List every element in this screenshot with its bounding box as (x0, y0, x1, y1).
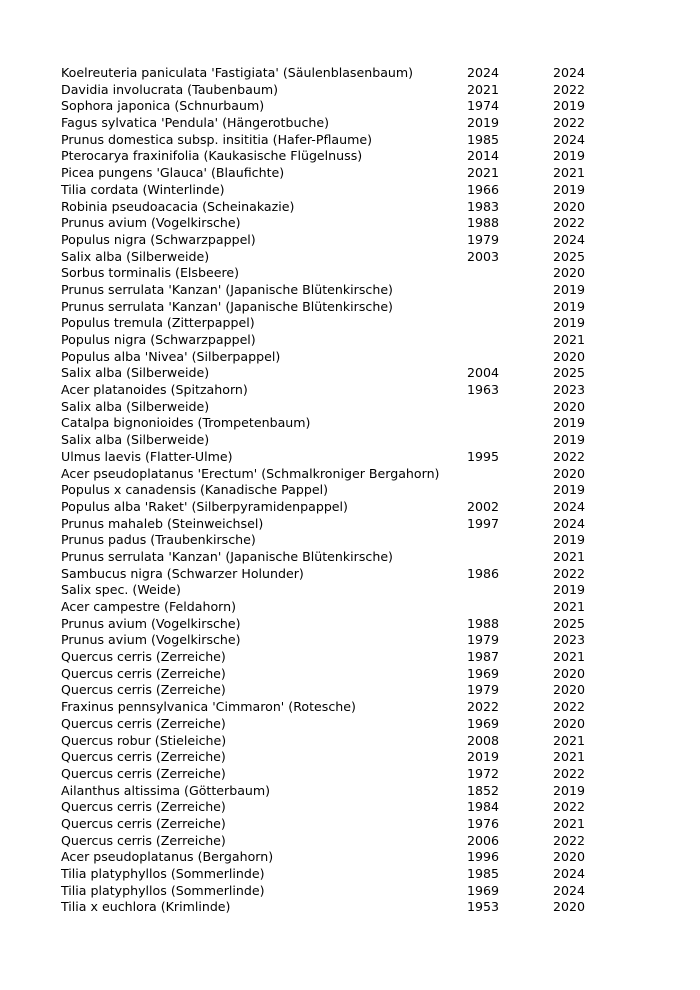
tree-table (61, 65, 601, 916)
year-planted: 1988 (467, 215, 500, 231)
table-row (61, 816, 601, 833)
year-planted: 1996 (467, 849, 500, 865)
table-row (61, 349, 601, 366)
table-row (61, 132, 601, 149)
tree-name: Fagus sylvatica 'Pendula' (Hängerotbuche) (61, 115, 330, 131)
year-recorded: 2021 (553, 599, 586, 614)
year-recorded: 2024 (553, 65, 586, 80)
year-recorded: 2021 (553, 815, 586, 831)
table-row (61, 616, 601, 633)
tree-name: Robinia pseudoacacia (Scheinakazie) (61, 198, 295, 214)
year-recorded: 2020 (553, 265, 586, 281)
year-recorded: 2019 (553, 482, 586, 498)
table-row (61, 699, 601, 716)
year-recorded: 2019 (553, 415, 586, 431)
table-row (61, 249, 601, 266)
tree-name: Tilia platyphyllos (Sommerlinde) (61, 882, 265, 898)
year-planted: 1985 (467, 131, 500, 147)
table-row (61, 282, 601, 299)
year-planted: 1997 (467, 515, 500, 531)
tree-name: Populus x canadensis (Kanadische Pappel) (61, 482, 328, 498)
table-row (61, 432, 601, 449)
year-planted: 1976 (467, 815, 500, 831)
tree-name: Quercus cerris (Zerreiche) (61, 799, 226, 815)
year-recorded: 2024 (553, 131, 586, 147)
year-recorded: 2021 (553, 548, 586, 564)
table-row (61, 783, 601, 800)
tree-name: Acer pseudoplatanus (Bergahorn) (61, 849, 274, 865)
year-planted: 1983 (467, 198, 500, 214)
year-planted: 1969 (467, 882, 500, 898)
year-recorded: 2019 (553, 782, 586, 798)
year-planted: 1966 (467, 181, 500, 197)
year-recorded: 2022 (553, 765, 586, 781)
year-recorded: 2020 (553, 715, 586, 731)
year-recorded: 2020 (553, 665, 586, 681)
year-planted: 1963 (467, 382, 500, 398)
tree-name: Salix alba (Silberweide) (61, 365, 210, 381)
tree-name: Ailanthus altissima (Götterbaum) (61, 782, 271, 798)
tree-name: Populus nigra (Schwarzpappel) (61, 231, 256, 247)
tree-name: Salix alba (Silberweide) (61, 248, 210, 264)
year-recorded: 2025 (553, 615, 586, 631)
year-recorded: 2022 (553, 699, 586, 715)
tree-name: Populus alba 'Nivea' (Silberpappel) (61, 348, 281, 364)
tree-name: Fraxinus pennsylvanica 'Cimmaron' (Rotesche) (61, 699, 356, 715)
year-recorded: 2021 (553, 732, 586, 748)
tree-name: Acer platanoides (Spitzahorn) (61, 382, 248, 398)
table-row (61, 82, 601, 99)
tree-name: Populus tremula (Zitterpappel) (61, 315, 255, 331)
year-recorded: 2021 (553, 332, 586, 347)
year-planted: 2019 (467, 115, 500, 131)
tree-name: Prunus domestica subsp. insititia (Hafer-Pflaume) (61, 131, 373, 147)
table-row (61, 499, 601, 516)
year-recorded: 2019 (553, 315, 586, 331)
table-row (61, 299, 601, 316)
tree-name: Quercus cerris (Zerreiche) (61, 815, 226, 831)
year-recorded: 2021 (553, 749, 586, 765)
tree-name: Quercus cerris (Zerreiche) (61, 765, 226, 781)
year-planted: 1972 (467, 765, 500, 781)
table-row (61, 666, 601, 683)
year-recorded: 2020 (553, 198, 586, 214)
tree-name: Prunus avium (Vogelkirsche) (61, 215, 241, 231)
year-recorded: 2025 (553, 365, 586, 381)
table-row (61, 632, 601, 649)
tree-name: Prunus avium (Vogelkirsche) (61, 615, 241, 631)
table-row (61, 883, 601, 900)
year-planted: 1987 (467, 649, 500, 665)
tree-name: Acer pseudoplatanus 'Erectum' (Schmalkroniger Bergahorn) (61, 465, 440, 481)
table-row (61, 866, 601, 883)
tree-name: Quercus robur (Stieleiche) (61, 732, 227, 748)
table-row (61, 315, 601, 332)
table-row (61, 649, 601, 666)
year-planted: 1979 (467, 231, 500, 247)
tree-name: Prunus avium (Vogelkirsche) (61, 632, 241, 648)
year-planted: 1974 (467, 98, 500, 114)
table-row (61, 899, 601, 916)
table-row (61, 849, 601, 866)
tree-name: Salix alba (Silberweide) (61, 432, 210, 448)
year-recorded: 2024 (553, 498, 586, 514)
year-recorded: 2020 (553, 682, 586, 698)
year-recorded: 2020 (553, 465, 586, 481)
tree-name: Prunus mahaleb (Steinweichsel) (61, 515, 264, 531)
year-planted: 2021 (467, 165, 500, 181)
table-row (61, 115, 601, 132)
tree-name: Acer campestre (Feldahorn) (61, 599, 237, 614)
year-planted: 2019 (467, 749, 500, 765)
year-planted: 2003 (467, 248, 500, 264)
year-recorded: 2023 (553, 382, 586, 398)
year-recorded: 2025 (553, 248, 586, 264)
year-planted: 2021 (467, 81, 500, 97)
year-planted: 2014 (467, 148, 500, 164)
year-recorded: 2019 (553, 148, 586, 164)
year-recorded: 2020 (553, 899, 586, 915)
year-planted: 2004 (467, 365, 500, 381)
year-recorded: 2019 (553, 432, 586, 448)
year-recorded: 2022 (553, 115, 586, 131)
table-row (61, 265, 601, 282)
tree-name: Prunus serrulata 'Kanzan' (Japanische Blütenkirsche) (61, 298, 393, 314)
tree-name: Sambucus nigra (Schwarzer Holunder) (61, 565, 304, 581)
tree-name: Quercus cerris (Zerreiche) (61, 832, 226, 848)
year-planted: 1986 (467, 565, 500, 581)
year-recorded: 2019 (553, 582, 586, 598)
table-row (61, 399, 601, 416)
year-recorded: 2024 (553, 882, 586, 898)
year-recorded: 2019 (553, 181, 586, 197)
table-row (61, 232, 601, 249)
year-recorded: 2020 (553, 849, 586, 865)
year-recorded: 2023 (553, 632, 586, 648)
table-row (61, 749, 601, 766)
year-recorded: 2019 (553, 298, 586, 314)
year-recorded: 2021 (553, 165, 586, 181)
table-row (61, 516, 601, 533)
year-planted: 1979 (467, 632, 500, 648)
year-recorded: 2019 (553, 281, 586, 297)
tree-name: Quercus cerris (Zerreiche) (61, 649, 226, 665)
tree-name: Prunus serrulata 'Kanzan' (Japanische Blütenkirsche) (61, 281, 393, 297)
year-recorded: 2022 (553, 448, 586, 464)
year-recorded: 2024 (553, 515, 586, 531)
table-row (61, 733, 601, 750)
tree-name: Ulmus laevis (Flatter-Ulme) (61, 448, 233, 464)
table-row (61, 466, 601, 483)
table-row (61, 566, 601, 583)
tree-name: Sorbus torminalis (Elsbeere) (61, 265, 240, 281)
table-row (61, 415, 601, 432)
table-row (61, 716, 601, 733)
year-planted: 2006 (467, 832, 500, 848)
year-recorded: 2021 (553, 649, 586, 665)
table-row (61, 182, 601, 199)
tree-name: Salix spec. (Weide) (61, 582, 181, 598)
year-planted: 1852 (467, 782, 500, 798)
tree-name: Sophora japonica (Schnurbaum) (61, 98, 265, 114)
tree-name: Koelreuteria paniculata 'Fastigiata' (Säulenblasenbaum) (61, 65, 414, 80)
year-recorded: 2022 (553, 565, 586, 581)
table-row (61, 833, 601, 850)
year-recorded: 2019 (553, 98, 586, 114)
tree-name: Pterocarya fraxinifolia (Kaukasische Flügelnuss) (61, 148, 363, 164)
tree-name: Quercus cerris (Zerreiche) (61, 665, 226, 681)
year-planted: 2022 (467, 699, 500, 715)
year-recorded: 2022 (553, 81, 586, 97)
tree-name: Tilia platyphyllos (Sommerlinde) (61, 866, 265, 881)
year-planted: 2008 (467, 732, 500, 748)
table-row (61, 332, 601, 349)
year-planted: 1985 (467, 866, 500, 881)
year-planted: 1984 (467, 799, 500, 815)
tree-name: Prunus padus (Traubenkirsche) (61, 532, 256, 548)
year-recorded: 2022 (553, 215, 586, 231)
table-row (61, 682, 601, 699)
table-row (61, 199, 601, 216)
year-recorded: 2022 (553, 799, 586, 815)
year-planted: 1995 (467, 448, 500, 464)
table-row (61, 599, 601, 616)
year-planted: 2024 (467, 65, 500, 80)
year-recorded: 2020 (553, 398, 586, 414)
year-planted: 2002 (467, 498, 500, 514)
year-recorded: 2019 (553, 532, 586, 548)
tree-name: Tilia x euchlora (Krimlinde) (61, 899, 231, 915)
tree-name: Populus nigra (Schwarzpappel) (61, 332, 256, 347)
table-row (61, 532, 601, 549)
year-recorded: 2020 (553, 348, 586, 364)
table-row (61, 98, 601, 115)
year-recorded: 2024 (553, 231, 586, 247)
table-row (61, 766, 601, 783)
tree-name: Prunus serrulata 'Kanzan' (Japanische Blütenkirsche) (61, 548, 393, 564)
table-row (61, 165, 601, 182)
table-row (61, 365, 601, 382)
tree-name: Catalpa bignonioides (Trompetenbaum) (61, 415, 311, 431)
table-row (61, 482, 601, 499)
year-planted: 1988 (467, 615, 500, 631)
year-planted: 1953 (467, 899, 500, 915)
table-row (61, 65, 601, 82)
tree-name: Quercus cerris (Zerreiche) (61, 682, 226, 698)
table-row (61, 449, 601, 466)
year-planted: 1979 (467, 682, 500, 698)
tree-name: Davidia involucrata (Taubenbaum) (61, 81, 278, 97)
table-row (61, 382, 601, 399)
tree-name: Quercus cerris (Zerreiche) (61, 715, 226, 731)
tree-name: Salix alba (Silberweide) (61, 398, 210, 414)
year-recorded: 2022 (553, 832, 586, 848)
tree-name: Quercus cerris (Zerreiche) (61, 749, 226, 765)
year-recorded: 2024 (553, 866, 586, 881)
tree-name: Populus alba 'Raket' (Silberpyramidenpappel) (61, 498, 348, 514)
table-row (61, 148, 601, 165)
tree-name: Picea pungens 'Glauca' (Blaufichte) (61, 165, 285, 181)
table-row (61, 549, 601, 566)
table-row (61, 582, 601, 599)
table-row (61, 799, 601, 816)
year-planted: 1969 (467, 715, 500, 731)
tree-name: Tilia cordata (Winterlinde) (61, 181, 225, 197)
table-row (61, 215, 601, 232)
year-planted: 1969 (467, 665, 500, 681)
